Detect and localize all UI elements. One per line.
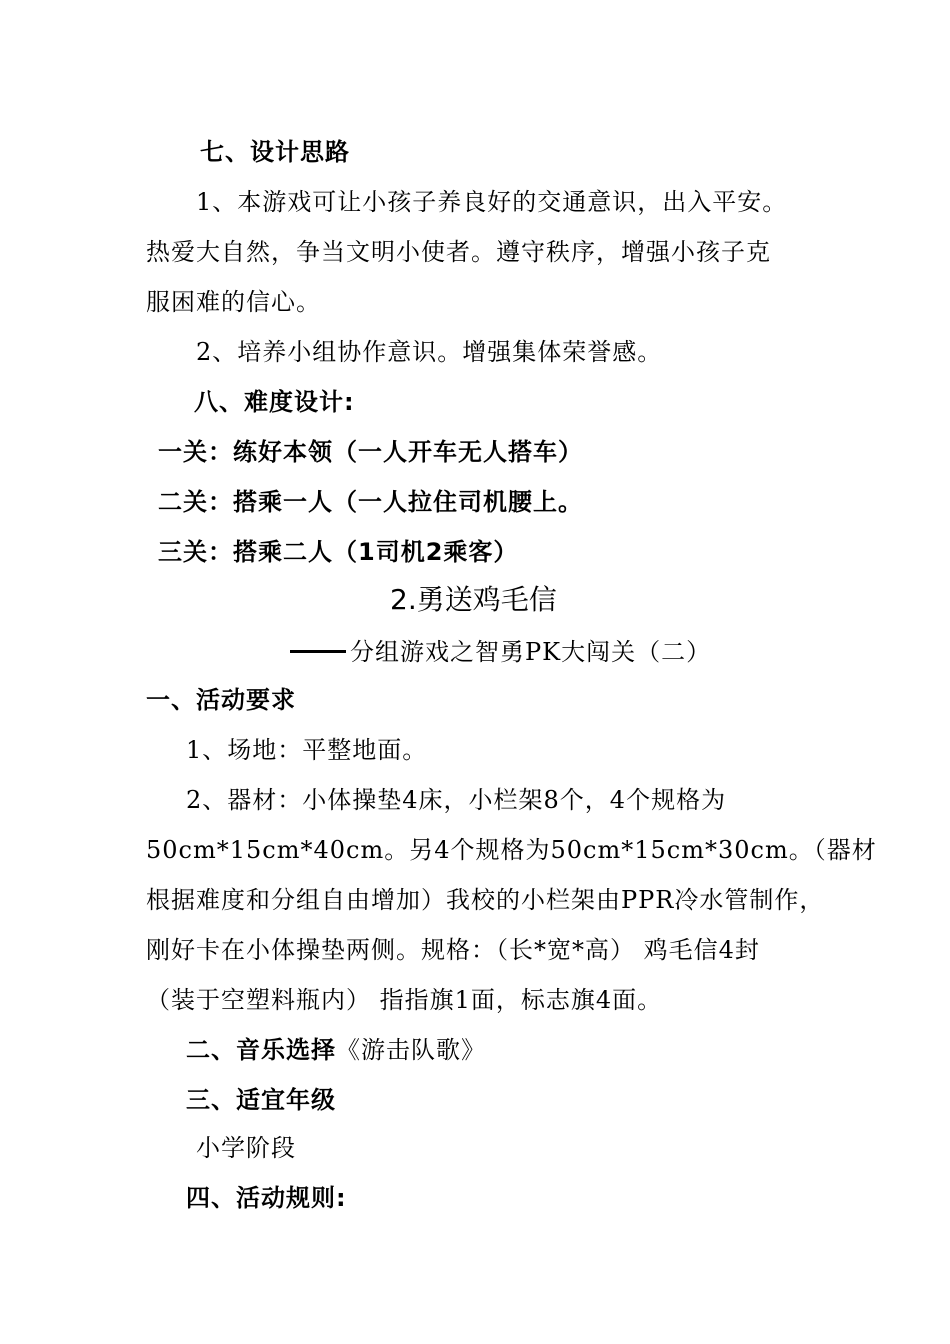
- section-7-paragraph-1-line-3: 服困难的信心。: [146, 288, 321, 316]
- game-subtitle-text: 分组游戏之智勇PK大闯关（二）: [350, 638, 712, 666]
- requirement-item-2-line-5: （装于空塑料瓶内） 指指旗1面，标志旗4面。: [146, 986, 663, 1014]
- game-title: 2.勇送鸡毛信: [390, 583, 557, 616]
- section-7-heading: 七、设计思路: [200, 138, 350, 166]
- requirement-item-2-line-3: 根据难度和分组自由增加）我校的小栏架由PPR冷水管制作，: [146, 886, 825, 914]
- game-subtitle: [290, 636, 711, 668]
- section-b-heading: 二、音乐选择: [186, 1036, 336, 1064]
- section-c-heading: 三、适宜年级: [186, 1086, 336, 1114]
- requirement-item-2-line-2: 50cm*15cm*40cm。另4个规格为50cm*15cm*30cm。（器材: [146, 836, 877, 864]
- difficulty-level-1: 一关：练好本领（一人开车无人搭车）: [158, 438, 583, 466]
- section-b-line: [186, 1034, 486, 1066]
- section-7-paragraph-2: 2、培养小组协作意识。增强集体荣誉感。: [196, 338, 663, 366]
- difficulty-level-3: 三关：搭乘二人（1司机2乘客）: [158, 538, 519, 566]
- section-d-heading: 四、活动规则:: [186, 1184, 347, 1212]
- section-7-paragraph-1-line-2: 热爱大自然，争当文明小使者。遵守秩序，增强小孩子克: [146, 238, 771, 266]
- requirement-item-2-line-1: 2、器材：小体操垫4床，小栏架8个，4个规格为: [186, 786, 727, 814]
- music-title: 《游击队歌》: [336, 1036, 486, 1064]
- section-a-heading: 一、活动要求: [146, 686, 296, 714]
- em-dash-rule: [290, 650, 346, 653]
- requirement-item-1: 1、场地：平整地面。: [186, 736, 428, 764]
- grade-level: 小学阶段: [196, 1134, 296, 1162]
- difficulty-level-2: 二关：搭乘一人（一人拉住司机腰上。: [158, 488, 583, 516]
- section-7-paragraph-1-line-1: 1、本游戏可让小孩子养良好的交通意识，出入平安。: [196, 188, 788, 216]
- section-8-heading: 八、难度设计:: [194, 388, 355, 416]
- requirement-item-2-line-4: 刚好卡在小体操垫两侧。规格：（长*宽*高） 鸡毛信4封: [146, 936, 760, 964]
